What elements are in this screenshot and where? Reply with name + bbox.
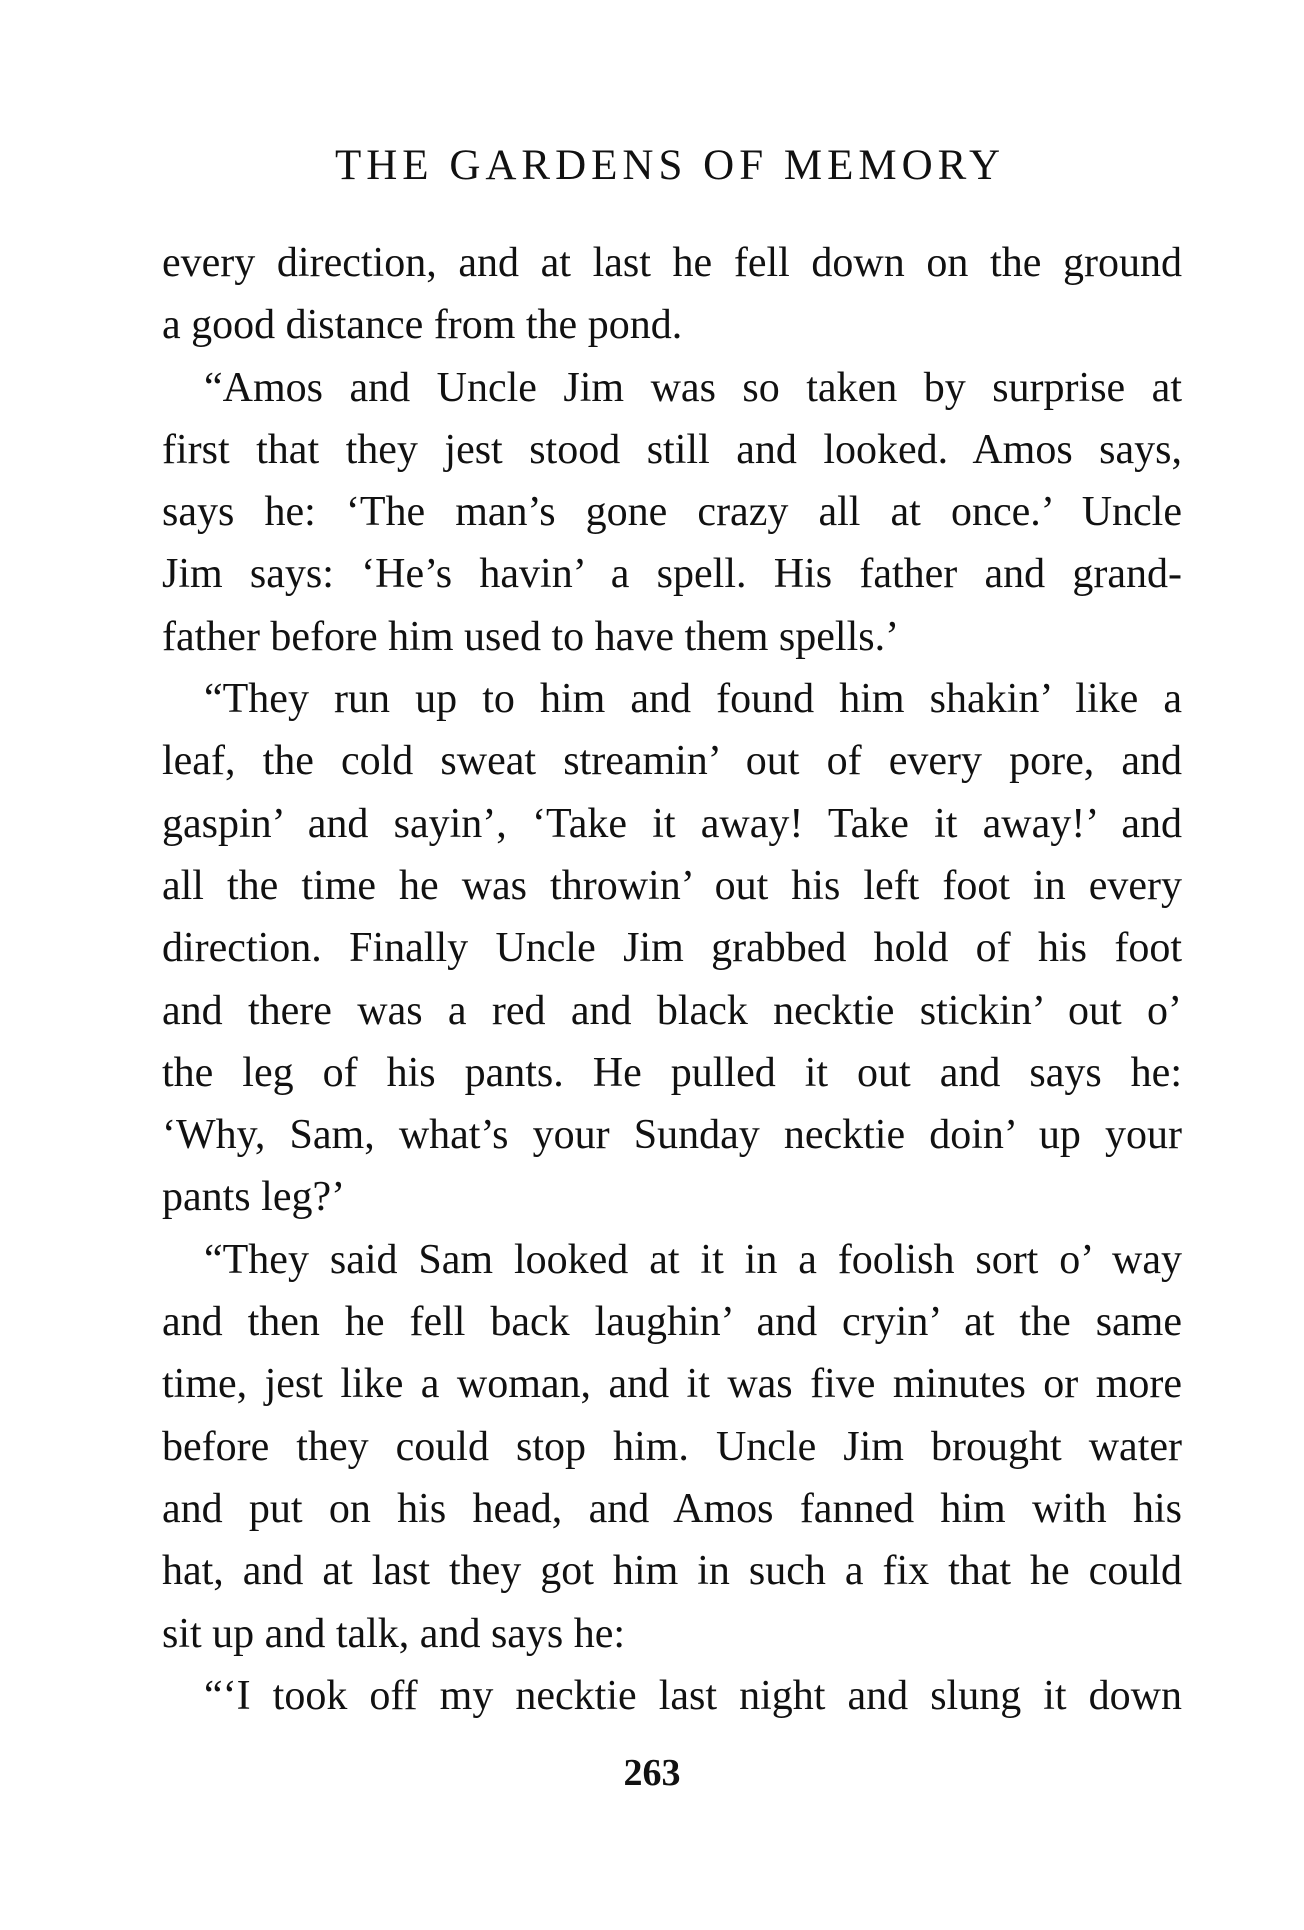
- text-line: and there was a red and black necktie stickin’ out o’: [162, 987, 1182, 1034]
- text-line: “They run up to him and found him shakin’ like a: [204, 676, 1182, 723]
- text-line: says he: ‘The man’s gone crazy all at once.’ Uncle: [162, 489, 1182, 536]
- text-line: direction. Finally Uncle Jim grabbed hold of his foot: [162, 925, 1182, 972]
- page-number: 263: [623, 1752, 681, 1794]
- text-line: the leg of his pants. He pulled it out and says he:: [162, 1049, 1182, 1096]
- text-line: ‘Why, Sam, what’s your Sunday necktie doin’ up your: [162, 1112, 1182, 1159]
- text-line: every direction, and at last he fell down on the ground: [162, 240, 1182, 286]
- text-line: time, jest like a woman, and it was five minutes or more: [162, 1361, 1182, 1408]
- text-line: “They said Sam looked at it in a foolish sort o’ way: [204, 1236, 1182, 1283]
- text-line: pants leg?’: [162, 1174, 346, 1221]
- text-line: “‘I took off my necktie last night and slung it down: [204, 1672, 1182, 1719]
- text-line: Jim says: ‘He’s havin’ a spell. His father and grand-: [162, 551, 1182, 598]
- text-line: before they could stop him. Uncle Jim brought water: [162, 1423, 1182, 1470]
- text-line: and then he fell back laughin’ and cryin’ at the same: [162, 1299, 1182, 1346]
- text-line: all the time he was throwin’ out his left foot in every: [162, 862, 1182, 909]
- body-text: [162, 232, 1182, 1727]
- text-line: and put on his head, and Amos fanned him with his: [162, 1485, 1182, 1532]
- text-line: sit up and talk, and says he:: [162, 1610, 626, 1657]
- running-head: THE GARDENS OF MEMORY: [334, 142, 1006, 189]
- text-line: leaf, the cold sweat streamin’ out of every pore, and: [162, 738, 1182, 785]
- text-line: hat, and at last they got him in such a fix that he could: [162, 1548, 1182, 1595]
- text-line: father before him used to have them spells.’: [162, 613, 900, 660]
- text-line: “Amos and Uncle Jim was so taken by surprise at: [204, 364, 1182, 411]
- text-line: a good distance from the pond.: [162, 302, 683, 349]
- text-line: gaspin’ and sayin’, ‘Take it away! Take it away!’ and: [162, 800, 1182, 847]
- text-line: first that they jest stood still and looked. Amos says,: [162, 426, 1182, 473]
